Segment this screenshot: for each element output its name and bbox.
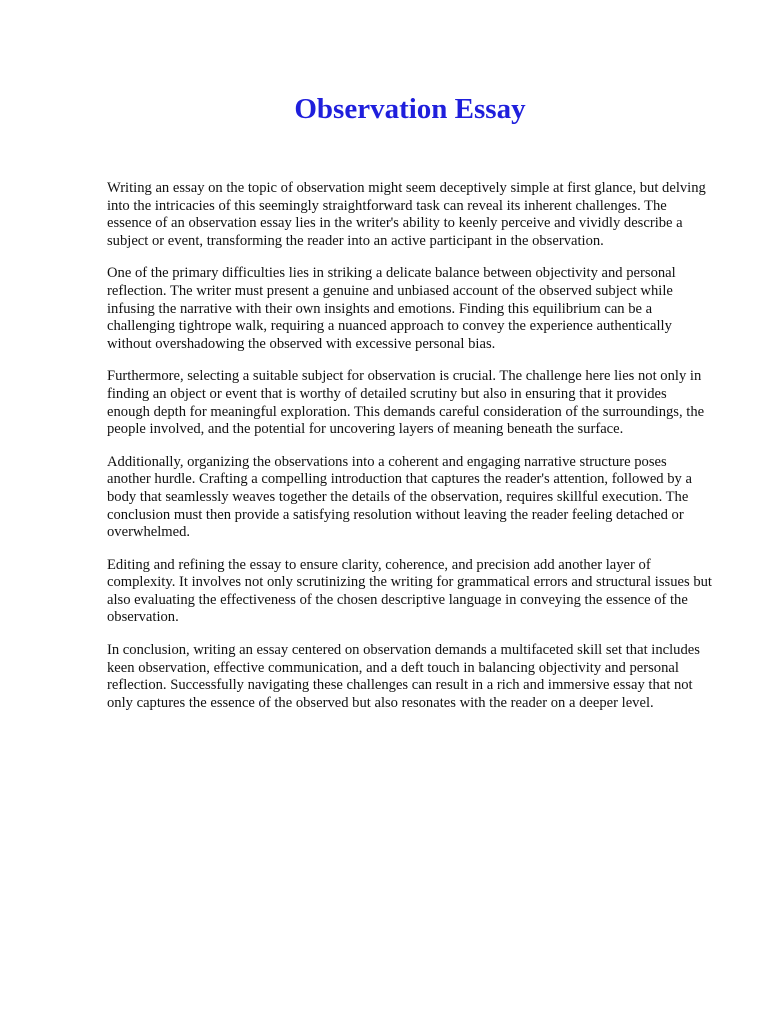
paragraph-editing: Editing and refining the essay to ensure clarity, coherence, and precision add another layer of complexity. It involves not only scrutinizing the writing for grammatical errors and structural issues but also evaluating the effectiveness of the chosen descriptive language in conveying the essence of the observation. <box>107 556 712 626</box>
paragraph-objectivity-balance: One of the primary difficulties lies in striking a delicate balance between objectivity and personal reflection. The writer must present a genuine and unbiased account of the observed subject while infusing the narrative with their own insights and emotions. Finding this equilibrium can be a challenging tightrope walk, requiring a nuanced approach to convey the experience authentically without overshadowing the observed with excessive personal bias. <box>107 265 676 352</box>
document-title: Observation Essay <box>294 93 526 125</box>
paragraph-narrative-structure: Additionally, organizing the observations into a coherent and engaging narrative structure poses another hurdle. Crafting a compelling introduction that captures the reader's attention, followed by a body that seamlessly weaves together the details of the observation, requires skillful execution. The conclusion must then provide a satisfying resolution without leaving the reader feeling detached or overwhelmed. <box>107 453 692 541</box>
paragraph-subject-selection: Furthermore, selecting a suitable subject for observation is crucial. The challenge here lies not only in finding an object or event that is worthy of detailed scrutiny but also in ensuring that it provides enough depth for meaningful exploration. This demands careful consideration of the surroundings, the people involved, and the potential for uncovering layers of meaning beneath the surface. <box>107 368 705 438</box>
document-body <box>107 180 713 727</box>
paragraph-conclusion: In conclusion, writing an essay centered on observation demands a multifaceted skill set that includes keen observation, effective communication, and a deft touch in balancing objectivity and personal reflection. Successfully navigating these challenges can result in a rich and immersive essay that not only captures the essence of the observed but also resonates with the reader on a deeper level. <box>107 642 700 711</box>
paragraph-introduction: Writing an essay on the topic of observation might seem deceptively simple at first glance, but delving into the intricacies of this seemingly straightforward task can reveal its inherent challenges. The essence of an observation essay lies in the writer's ability to keenly perceive and vividly describe a subject or event, transforming the reader into an active participant in the observation. <box>107 180 706 249</box>
